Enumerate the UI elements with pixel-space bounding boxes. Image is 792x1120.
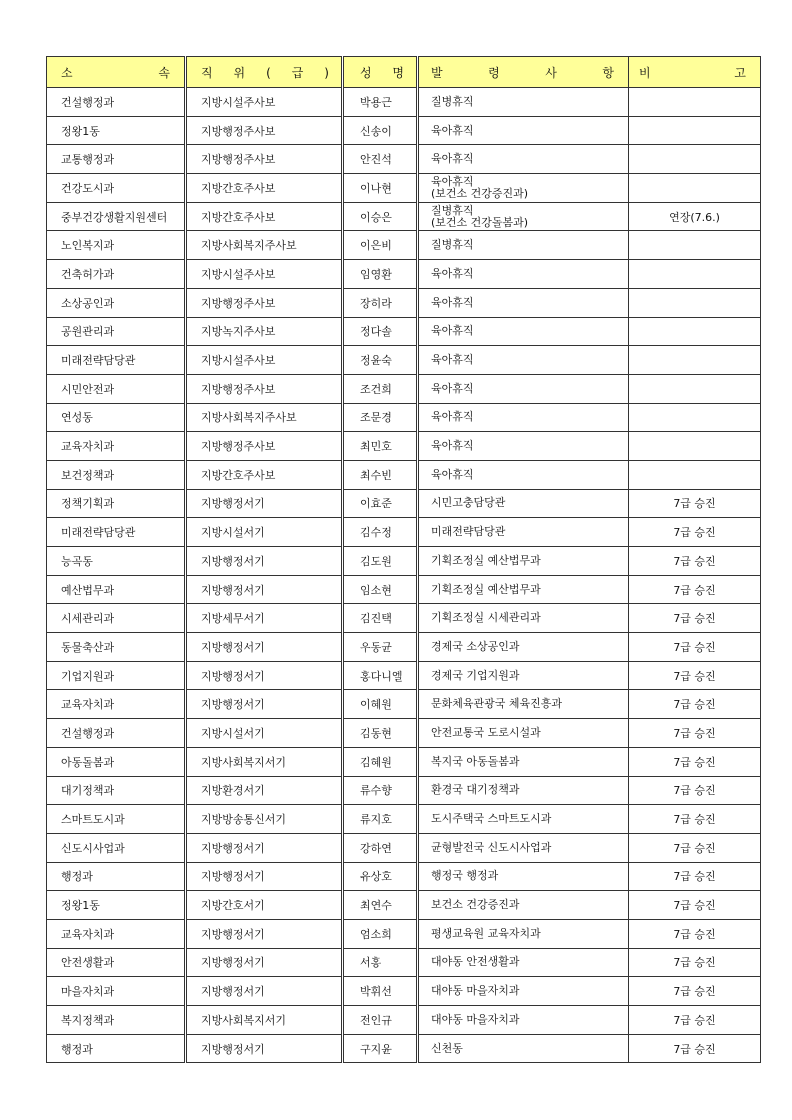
dept-cell: 건설행정과 (47, 88, 186, 117)
order-line: 도시주택국 스마트도시과 (431, 812, 552, 826)
dept-cell: 미래전략담당관 (47, 518, 186, 547)
table-row (47, 747, 761, 776)
position-cell: 지방시설서기 (186, 719, 343, 748)
dept-cell: 교육자치과 (47, 919, 186, 948)
name-cell: 김진택 (343, 604, 418, 633)
position-cell: 지방행정서기 (186, 919, 343, 948)
dept-cell: 기업지원과 (47, 661, 186, 690)
note-cell (629, 145, 761, 174)
table-row (47, 690, 761, 719)
position-cell: 지방행정주사보 (186, 145, 343, 174)
table-row (47, 202, 761, 231)
order-cell (418, 260, 629, 289)
note-cell: 7급 승진 (629, 690, 761, 719)
table-row (47, 432, 761, 461)
dept-cell: 시세관리과 (47, 604, 186, 633)
name-cell: 임영환 (343, 260, 418, 289)
order-line: 육아휴직 (431, 353, 474, 367)
dept-cell: 공원관리과 (47, 317, 186, 346)
order-line: 기획조정실 예산법무과 (431, 553, 541, 567)
position-cell: 지방시설서기 (186, 518, 343, 547)
order-cell (418, 575, 629, 604)
order-line: 기획조정실 예산법무과 (431, 582, 541, 596)
order-line: 육아휴직 (431, 381, 474, 395)
position-cell: 지방사회복지주사보 (186, 403, 343, 432)
name-cell: 안진석 (343, 145, 418, 174)
dept-cell: 정왕1동 (47, 116, 186, 145)
header-name: 성 명 (343, 57, 418, 88)
position-cell: 지방시설주사보 (186, 346, 343, 375)
table-row (47, 174, 761, 203)
order-cell (418, 891, 629, 920)
note-cell (629, 231, 761, 260)
position-cell: 지방사회복지서기 (186, 1006, 343, 1035)
order-line: 신천동 (431, 1041, 463, 1055)
table-row (47, 460, 761, 489)
position-cell: 지방간호서기 (186, 891, 343, 920)
name-cell: 류지호 (343, 805, 418, 834)
name-cell: 정다솔 (343, 317, 418, 346)
table-row (47, 948, 761, 977)
name-cell: 김혜원 (343, 747, 418, 776)
order-line: 육아휴직 (431, 439, 474, 453)
order-line: 질병휴직 (431, 238, 474, 252)
name-cell: 이나현 (343, 174, 418, 203)
table-row (47, 116, 761, 145)
note-cell: 연장(7.6.) (629, 202, 761, 231)
table-row (47, 633, 761, 662)
dept-cell: 행정과 (47, 862, 186, 891)
name-cell: 이승은 (343, 202, 418, 231)
note-cell: 7급 승진 (629, 489, 761, 518)
position-cell: 지방간호주사보 (186, 202, 343, 231)
position-cell: 지방행정서기 (186, 661, 343, 690)
table-row (47, 231, 761, 260)
dept-cell: 교육자치과 (47, 690, 186, 719)
order-cell (418, 88, 629, 117)
order-line: 대야동 마을자치과 (431, 1012, 520, 1026)
order-line: 질병휴직 (431, 203, 474, 217)
order-cell (418, 633, 629, 662)
table-row (47, 374, 761, 403)
order-line: 기획조정실 시세관리과 (431, 611, 541, 625)
order-cell (418, 862, 629, 891)
dept-cell: 건강도시과 (47, 174, 186, 203)
note-cell (629, 116, 761, 145)
order-cell (418, 374, 629, 403)
dept-cell: 보건정책과 (47, 460, 186, 489)
name-cell: 김동현 (343, 719, 418, 748)
name-cell: 김수정 (343, 518, 418, 547)
name-cell: 이혜원 (343, 690, 418, 719)
order-cell (418, 346, 629, 375)
order-line: 육아휴직 (431, 324, 474, 338)
table-row (47, 145, 761, 174)
note-cell: 7급 승진 (629, 862, 761, 891)
dept-cell: 능곡동 (47, 547, 186, 576)
note-cell: 7급 승진 (629, 891, 761, 920)
position-cell: 지방행정주사보 (186, 432, 343, 461)
order-cell (418, 604, 629, 633)
order-line: 문화체육관광국 체육진흥과 (431, 697, 563, 711)
dept-cell: 중부건강생활지원센터 (47, 202, 186, 231)
note-cell: 7급 승진 (629, 518, 761, 547)
order-cell (418, 833, 629, 862)
order-cell (418, 547, 629, 576)
note-cell (629, 403, 761, 432)
dept-cell: 교통행정과 (47, 145, 186, 174)
note-cell: 7급 승진 (629, 547, 761, 576)
order-line: 대야동 안전생활과 (431, 955, 520, 969)
order-cell (418, 116, 629, 145)
order-cell (418, 460, 629, 489)
table-row (47, 891, 761, 920)
name-cell: 박휘선 (343, 977, 418, 1006)
position-cell: 지방사회복지주사보 (186, 231, 343, 260)
position-cell: 지방세무서기 (186, 604, 343, 633)
table-row (47, 317, 761, 346)
note-cell: 7급 승진 (629, 747, 761, 776)
dept-cell: 건축허가과 (47, 260, 186, 289)
dept-cell: 정책기획과 (47, 489, 186, 518)
name-cell: 최민호 (343, 432, 418, 461)
personnel-table (46, 56, 761, 1063)
name-cell: 엄소희 (343, 919, 418, 948)
name-cell: 강하연 (343, 833, 418, 862)
name-cell: 우동균 (343, 633, 418, 662)
note-cell: 7급 승진 (629, 719, 761, 748)
header-order: 발 령 사 항 (418, 57, 629, 88)
order-cell (418, 661, 629, 690)
order-line: (보건소 건강돌봄과) (431, 215, 529, 229)
name-cell: 류수향 (343, 776, 418, 805)
order-cell (418, 919, 629, 948)
name-cell: 전인규 (343, 1006, 418, 1035)
order-line: 육아휴직 (431, 295, 474, 309)
dept-cell: 연성동 (47, 403, 186, 432)
header-position: 직 위 ( 급 ) (186, 57, 343, 88)
order-cell (418, 776, 629, 805)
position-cell: 지방행정서기 (186, 489, 343, 518)
position-cell: 지방간호주사보 (186, 174, 343, 203)
note-cell (629, 460, 761, 489)
position-cell: 지방행정주사보 (186, 116, 343, 145)
note-cell: 7급 승진 (629, 977, 761, 1006)
position-cell: 지방녹지주사보 (186, 317, 343, 346)
dept-cell: 안전생활과 (47, 948, 186, 977)
table-row (47, 919, 761, 948)
dept-cell: 교육자치과 (47, 432, 186, 461)
note-cell: 7급 승진 (629, 1034, 761, 1063)
name-cell: 김도원 (343, 547, 418, 576)
name-cell: 최연수 (343, 891, 418, 920)
note-cell (629, 88, 761, 117)
order-line: 대야동 마을자치과 (431, 984, 520, 998)
table-row (47, 604, 761, 633)
position-cell: 지방행정서기 (186, 862, 343, 891)
note-cell: 7급 승진 (629, 1006, 761, 1035)
name-cell: 정윤숙 (343, 346, 418, 375)
name-cell: 임소현 (343, 575, 418, 604)
note-cell (629, 432, 761, 461)
table-row (47, 88, 761, 117)
name-cell: 이효준 (343, 489, 418, 518)
name-cell: 장히라 (343, 288, 418, 317)
note-cell: 7급 승진 (629, 604, 761, 633)
position-cell: 지방시설주사보 (186, 88, 343, 117)
dept-cell: 동물축산과 (47, 633, 186, 662)
table-row (47, 833, 761, 862)
order-line: 행정국 행정과 (431, 869, 499, 883)
order-line: 복지국 아동돌봄과 (431, 754, 520, 768)
table-row (47, 661, 761, 690)
name-cell: 박용근 (343, 88, 418, 117)
name-cell: 조건희 (343, 374, 418, 403)
order-cell (418, 805, 629, 834)
dept-cell: 스마트도시과 (47, 805, 186, 834)
note-cell (629, 346, 761, 375)
order-cell (418, 977, 629, 1006)
dept-cell: 건설행정과 (47, 719, 186, 748)
table-row (47, 776, 761, 805)
name-cell: 구지윤 (343, 1034, 418, 1063)
position-cell: 지방행정서기 (186, 948, 343, 977)
order-line: 균형발전국 신도시사업과 (431, 840, 552, 854)
position-cell: 지방행정서기 (186, 575, 343, 604)
note-cell: 7급 승진 (629, 805, 761, 834)
order-line: 미래전략담당관 (431, 525, 506, 539)
note-cell: 7급 승진 (629, 919, 761, 948)
order-line: 보건소 건강증진과 (431, 898, 520, 912)
position-cell: 지방행정서기 (186, 547, 343, 576)
header-row (47, 57, 761, 88)
position-cell: 지방환경서기 (186, 776, 343, 805)
name-cell: 조문경 (343, 403, 418, 432)
order-line: 경제국 기업지원과 (431, 668, 520, 682)
name-cell: 유상호 (343, 862, 418, 891)
order-line: 환경국 대기정책과 (431, 783, 520, 797)
order-line: 육아휴직 (431, 266, 474, 280)
note-cell (629, 174, 761, 203)
table-body (47, 88, 761, 1063)
note-cell: 7급 승진 (629, 575, 761, 604)
dept-cell: 아동돌봄과 (47, 747, 186, 776)
position-cell: 지방행정서기 (186, 977, 343, 1006)
note-cell: 7급 승진 (629, 833, 761, 862)
position-cell: 지방시설주사보 (186, 260, 343, 289)
dept-cell: 노인복지과 (47, 231, 186, 260)
personnel-order-sheet (46, 56, 760, 1063)
order-line: 육아휴직 (431, 410, 474, 424)
note-cell: 7급 승진 (629, 948, 761, 977)
header-note: 비 고 (629, 57, 761, 88)
position-cell: 지방행정서기 (186, 690, 343, 719)
position-cell: 지방행정주사보 (186, 374, 343, 403)
table-row (47, 403, 761, 432)
order-line: 육아휴직 (431, 152, 474, 166)
note-cell: 7급 승진 (629, 661, 761, 690)
dept-cell: 마을자치과 (47, 977, 186, 1006)
table-row (47, 1006, 761, 1035)
position-cell: 지방간호주사보 (186, 460, 343, 489)
name-cell: 홍다니엘 (343, 661, 418, 690)
position-cell: 지방행정서기 (186, 1034, 343, 1063)
order-line: (보건소 건강증진과) (431, 186, 529, 200)
dept-cell: 소상공인과 (47, 288, 186, 317)
table-row (47, 977, 761, 1006)
name-cell: 최수빈 (343, 460, 418, 489)
order-line: 육아휴직 (431, 123, 474, 137)
dept-cell: 복지정책과 (47, 1006, 186, 1035)
dept-cell: 정왕1동 (47, 891, 186, 920)
order-cell (418, 489, 629, 518)
order-line: 평생교육원 교육자치과 (431, 926, 541, 940)
order-line: 질병휴직 (431, 94, 474, 108)
order-cell (418, 948, 629, 977)
position-cell: 지방사회복지서기 (186, 747, 343, 776)
order-cell (418, 1034, 629, 1063)
name-cell: 서홍 (343, 948, 418, 977)
table-row (47, 518, 761, 547)
note-cell: 7급 승진 (629, 776, 761, 805)
order-cell (418, 403, 629, 432)
order-cell (418, 145, 629, 174)
dept-cell: 신도시사업과 (47, 833, 186, 862)
dept-cell: 행정과 (47, 1034, 186, 1063)
order-cell (418, 202, 629, 231)
order-line: 시민고충담당관 (431, 496, 506, 510)
note-cell (629, 260, 761, 289)
table-row (47, 805, 761, 834)
note-cell (629, 374, 761, 403)
order-cell (418, 231, 629, 260)
dept-cell: 예산법무과 (47, 575, 186, 604)
table-row (47, 719, 761, 748)
table-row (47, 260, 761, 289)
table-row (47, 547, 761, 576)
order-cell (418, 518, 629, 547)
order-cell (418, 174, 629, 203)
table-row (47, 346, 761, 375)
order-cell (418, 690, 629, 719)
position-cell: 지방방송통신서기 (186, 805, 343, 834)
position-cell: 지방행정서기 (186, 833, 343, 862)
header-dept: 소 속 (47, 57, 186, 88)
order-cell (418, 747, 629, 776)
order-cell (418, 1006, 629, 1035)
table-row (47, 1034, 761, 1063)
order-cell (418, 317, 629, 346)
order-line: 경제국 소상공인과 (431, 639, 520, 653)
name-cell: 신송이 (343, 116, 418, 145)
table-row (47, 489, 761, 518)
table-row (47, 288, 761, 317)
order-line: 안전교통국 도로시설과 (431, 725, 541, 739)
table-row (47, 575, 761, 604)
note-cell (629, 288, 761, 317)
order-cell (418, 288, 629, 317)
order-line: 육아휴직 (431, 174, 474, 188)
dept-cell: 대기정책과 (47, 776, 186, 805)
order-cell (418, 719, 629, 748)
table-row (47, 862, 761, 891)
order-cell (418, 432, 629, 461)
position-cell: 지방행정서기 (186, 633, 343, 662)
note-cell (629, 317, 761, 346)
position-cell: 지방행정주사보 (186, 288, 343, 317)
note-cell: 7급 승진 (629, 633, 761, 662)
order-line: 육아휴직 (431, 467, 474, 481)
dept-cell: 미래전략담당관 (47, 346, 186, 375)
dept-cell: 시민안전과 (47, 374, 186, 403)
name-cell: 이은비 (343, 231, 418, 260)
